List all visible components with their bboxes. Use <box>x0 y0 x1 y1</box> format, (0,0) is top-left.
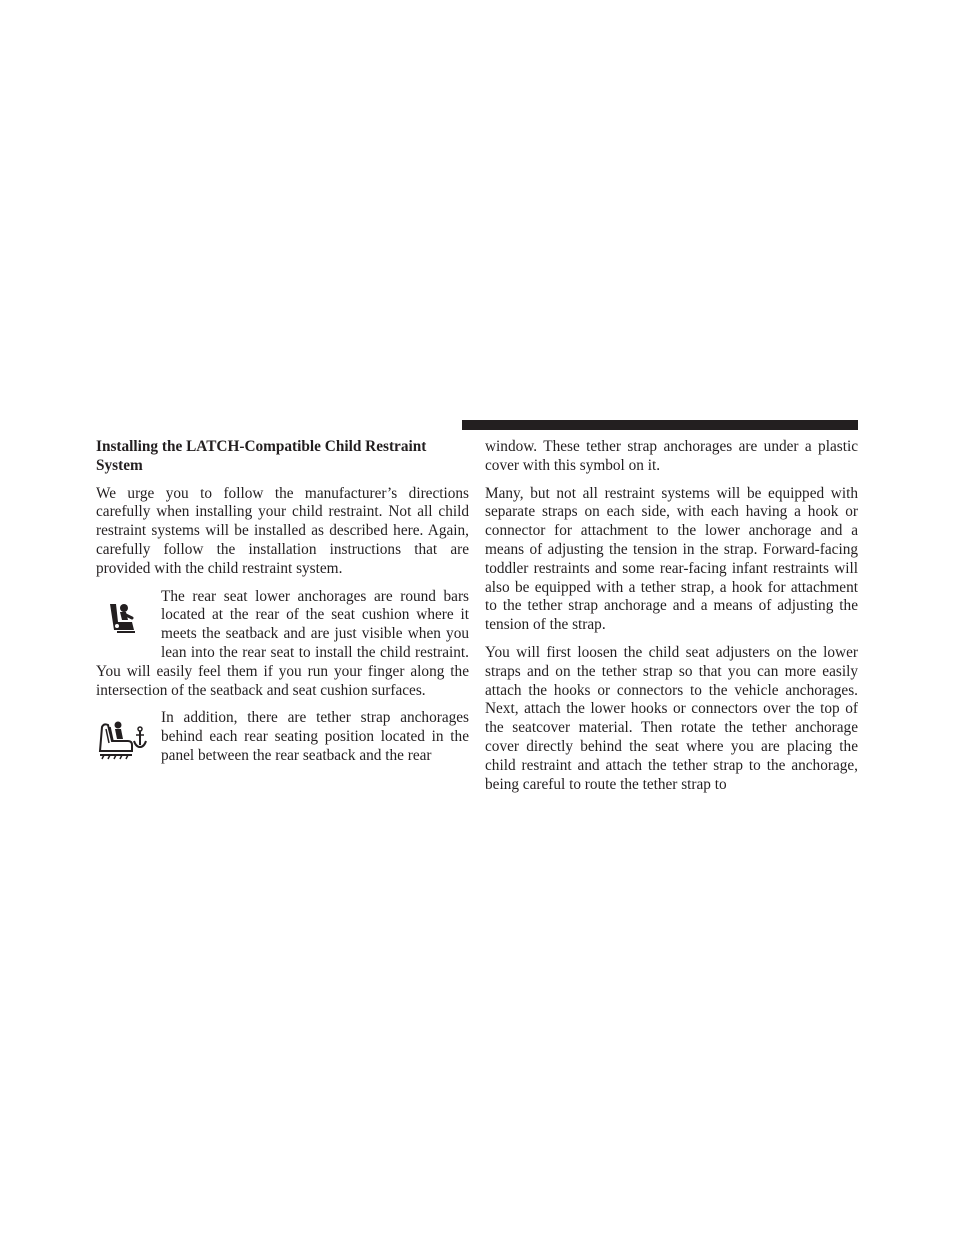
paragraph-lower-anchorages <box>96 588 469 701</box>
child-seat-lower-anchorage-icon <box>96 590 148 646</box>
right-column <box>485 438 858 803</box>
child-seat-tether-anchor-icon <box>96 711 148 767</box>
tether-anchorages-text: In addition, there are tether strap anchorages behind each rear seating position located in the panel between the rear seatback and the rear <box>161 709 469 764</box>
paragraph-restraint-straps: Many, but not all restraint systems will be equipped with separate straps on each side, with each having a hook or connector for attachment to the lower anchorage and a means of adjusting the tension in the strap. Forward-facing toddler restraints and some rear-facing infant restraints will also be equipped with a tether strap, a hook for attachment to the tether strap anchorage and a means of adjusting the tension of the strap. <box>485 484 858 634</box>
left-column <box>96 438 469 775</box>
paragraph-installation-steps: You will first loosen the child seat adjusters on the lower straps and on the tether strap so that you can more easily attach the hooks or connectors to the vehicle anchorages. Next, attach the lower hooks or connectors over the top of the seatcover material. Then rotate the tether anchorage cover directly behind the seat where you are placing the child restraint and attach the tether strap to the anchorage, being careful to route the tether strap to <box>485 643 858 793</box>
section-rule <box>462 420 858 430</box>
paragraph-intro: We urge you to follow the manufacturer’s directions carefully when installing your child restraint. Not all child restraint systems will be installed as described here. Again, carefully follow the installation instructions that are provided with the child restraint system. <box>96 484 469 577</box>
paragraph-tether-anchorages <box>96 709 469 765</box>
section-heading: Installing the LATCH-Compatible Child Restraint System <box>96 438 427 474</box>
paragraph-plastic-cover: window. These tether strap anchorages are under a plastic cover with this symbol on it. <box>485 438 858 474</box>
lower-anchorages-text: The rear seat lower anchorages are round bars located at the rear of the seat cushion where it meets the seatback and are just visible when you lean into the rear seat to install the child restraint. You will easily feel them if you run your finger along the intersection of the seatback and seat cushion surfaces. <box>96 587 469 699</box>
